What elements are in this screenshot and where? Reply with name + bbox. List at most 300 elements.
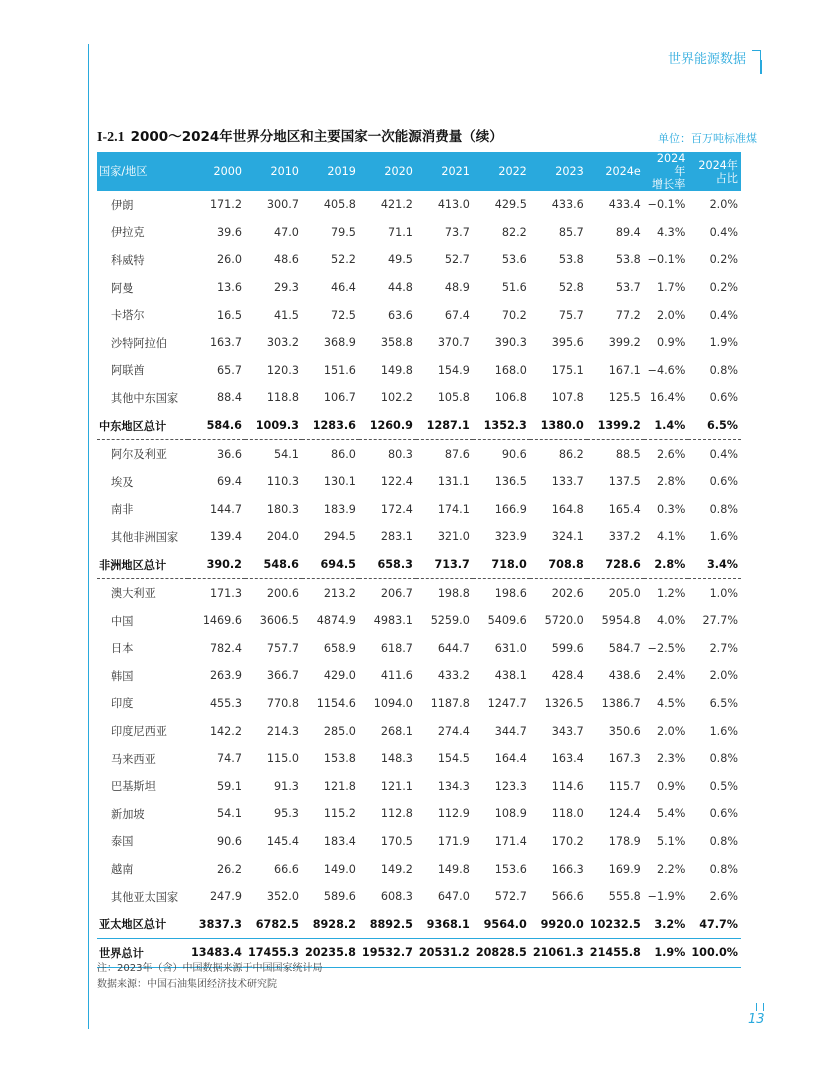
value-cell: 9368.1 (426, 917, 470, 931)
table-row (97, 772, 741, 800)
value-cell: 13.6 (217, 281, 242, 295)
value-cell: 411.6 (380, 669, 413, 683)
value-cell: 136.5 (494, 475, 527, 489)
col-header-growth (644, 152, 689, 191)
value-cell: 370.7 (437, 336, 470, 350)
share-cell: 0.8% (709, 752, 738, 766)
value-cell: 757.7 (266, 641, 299, 655)
table-row (97, 191, 741, 219)
value-cell: 438.1 (494, 669, 527, 683)
header-vertical-rule (760, 60, 762, 74)
value-cell: 728.6 (587, 551, 644, 579)
value-cell: 1260.9 (359, 412, 416, 440)
value-cell: 3606.5 (259, 614, 299, 628)
value-cell: 137.5 (608, 475, 641, 489)
value-cell: 283.1 (380, 530, 413, 544)
value-cell: 198.6 (494, 586, 527, 600)
left-margin-rule (88, 44, 89, 1029)
value-cell: 142.2 (209, 724, 242, 738)
table-row (97, 828, 741, 856)
value-cell: 112.8 (380, 807, 413, 821)
table-number: I-2.1 (97, 130, 125, 145)
value-cell: 71.1 (387, 225, 413, 239)
row-label: 中国 (111, 614, 134, 628)
share-cell: 0.4% (709, 447, 738, 461)
share-cell: 1.9% (709, 336, 738, 350)
value-cell: 168.0 (494, 363, 527, 377)
row-label: 伊朗 (111, 198, 134, 212)
value-cell: 164.4 (494, 752, 527, 766)
value-cell: 166.3 (551, 862, 584, 876)
growth-cell: 2.0% (656, 724, 686, 738)
value-cell: 399.2 (608, 336, 641, 350)
row-label: 其他非洲国家 (111, 530, 179, 544)
table-row (97, 579, 741, 607)
share-cell: 0.8% (709, 502, 738, 516)
unit-label: 单位：百万吨标准煤 (658, 132, 757, 145)
value-cell: 352.0 (266, 890, 299, 904)
value-cell: 274.4 (437, 724, 470, 738)
value-cell: 80.3 (387, 447, 413, 461)
share-cell: 0.4% (709, 308, 738, 322)
value-cell: 70.2 (501, 308, 527, 322)
table-row (97, 301, 741, 329)
share-cell: 0.8% (709, 862, 738, 876)
value-cell: 200.6 (266, 586, 299, 600)
value-cell: 120.3 (266, 363, 299, 377)
section-title: 世界能源数据 (667, 52, 746, 67)
value-cell: 343.7 (551, 724, 584, 738)
col-header-country: 国家/地区 (97, 152, 188, 191)
value-cell: 1386.7 (601, 696, 641, 710)
subtotal-row (97, 910, 741, 938)
col-header-year: 2021 (416, 152, 473, 191)
table-row (97, 607, 741, 635)
value-cell: 149.0 (323, 862, 356, 876)
value-cell: 4983.1 (373, 614, 413, 628)
value-cell: 555.8 (608, 890, 641, 904)
row-label: 阿尔及利亚 (111, 448, 167, 462)
share-cell: 6.5% (709, 696, 738, 710)
growth-cell: 2.8% (656, 475, 686, 489)
share-cell: 27.7% (702, 614, 738, 628)
notes (97, 961, 322, 993)
value-cell: 134.3 (437, 779, 470, 793)
value-cell: 114.6 (551, 779, 584, 793)
value-cell: 247.9 (209, 890, 242, 904)
value-cell: 358.8 (380, 336, 413, 350)
value-cell: 405.8 (323, 198, 356, 212)
table-row (97, 384, 741, 412)
value-cell: 149.8 (437, 862, 470, 876)
col-header-share (688, 152, 741, 191)
value-cell: 130.1 (323, 475, 356, 489)
subtotal-row (97, 412, 741, 440)
growth-cell: −1.9% (647, 890, 686, 904)
growth-cell: 1.2% (656, 586, 686, 600)
value-cell: 770.8 (266, 696, 299, 710)
growth-cell: 1.7% (656, 281, 686, 295)
col-header-year: 2024e (587, 152, 644, 191)
table-row (97, 246, 741, 274)
value-cell: 213.2 (323, 586, 356, 600)
value-cell: 65.7 (217, 363, 242, 377)
growth-cell: 2.4% (656, 669, 686, 683)
row-label: 其他中东国家 (111, 391, 179, 405)
value-cell: 644.7 (437, 641, 470, 655)
value-cell: 79.5 (330, 225, 356, 239)
value-cell: 118.0 (551, 807, 584, 821)
value-cell: 153.8 (323, 752, 356, 766)
value-cell: 59.1 (217, 779, 242, 793)
value-cell: 170.2 (551, 834, 584, 848)
value-cell: 1154.6 (316, 696, 356, 710)
value-cell: 163.7 (209, 336, 242, 350)
value-cell: 17455.3 (245, 939, 302, 968)
value-cell: 106.8 (494, 391, 527, 405)
value-cell: 285.0 (323, 724, 356, 738)
value-cell: 323.9 (494, 530, 527, 544)
table-row (97, 717, 741, 745)
row-label: 阿曼 (111, 281, 134, 295)
value-cell: 75.7 (558, 308, 584, 322)
value-cell: 303.2 (266, 336, 299, 350)
value-cell: 165.4 (608, 502, 641, 516)
value-cell: 206.7 (380, 586, 413, 600)
growth-cell: 0.9% (656, 336, 686, 350)
table-title (97, 125, 503, 146)
value-cell: 5259.0 (430, 614, 470, 628)
value-cell: 214.3 (266, 724, 299, 738)
value-cell: 133.7 (551, 475, 584, 489)
growth-cell: 4.3% (656, 225, 686, 239)
value-cell: 3837.3 (198, 917, 242, 931)
value-cell: 1326.5 (544, 696, 584, 710)
value-cell: 350.6 (608, 724, 641, 738)
share-cell: 0.6% (709, 391, 738, 405)
value-cell: 46.4 (330, 281, 356, 295)
table-row (97, 855, 741, 883)
value-cell: 718.0 (473, 551, 530, 579)
value-cell: 95.3 (274, 807, 299, 821)
value-cell: 294.5 (323, 530, 356, 544)
value-cell: 172.4 (380, 502, 413, 516)
share-cell: 1.6% (709, 530, 738, 544)
value-cell: 91.3 (274, 779, 299, 793)
value-cell: 21455.8 (587, 939, 644, 968)
value-cell: 599.6 (551, 641, 584, 655)
value-cell: 151.6 (323, 363, 356, 377)
value-cell: 49.5 (387, 253, 413, 267)
value-cell: 169.9 (608, 862, 641, 876)
value-cell: 433.6 (551, 198, 584, 212)
note-line: 注：2023年（含）中国数据来源于中国国家统计局 (97, 963, 323, 974)
value-cell: 105.8 (437, 391, 470, 405)
table-body (97, 191, 741, 967)
col-header-share-line1: 2024年 (698, 158, 738, 172)
value-cell: 54.1 (274, 447, 299, 461)
value-cell: 4874.9 (316, 614, 356, 628)
table-row (97, 635, 741, 663)
value-cell: 413.0 (437, 198, 470, 212)
value-cell: 52.7 (444, 253, 470, 267)
table-title-text: 2000～2024年世界分地区和主要国家一次能源消费量（续） (130, 129, 503, 145)
value-cell: 124.4 (608, 807, 641, 821)
row-label: 马来西亚 (111, 752, 156, 766)
col-header-year: 2022 (473, 152, 530, 191)
col-header-year: 2010 (245, 152, 302, 191)
row-label: 澳大利亚 (111, 587, 156, 601)
value-cell: 87.6 (444, 447, 470, 461)
value-cell: 390.2 (188, 551, 245, 579)
value-cell: 5409.6 (487, 614, 527, 628)
value-cell: 321.0 (437, 530, 470, 544)
value-cell: 112.9 (437, 807, 470, 821)
value-cell: 608.3 (380, 890, 413, 904)
growth-cell: −2.5% (647, 641, 686, 655)
value-cell: 390.3 (494, 336, 527, 350)
table-row (97, 440, 741, 468)
value-cell: 713.7 (416, 551, 473, 579)
row-label: 卡塔尔 (111, 309, 145, 323)
value-cell: 36.6 (217, 447, 242, 461)
value-cell: 566.6 (551, 890, 584, 904)
value-cell: 107.8 (551, 391, 584, 405)
value-cell: 90.6 (501, 447, 527, 461)
value-cell: 6782.5 (255, 917, 299, 931)
value-cell: 67.4 (444, 308, 470, 322)
share-cell: 2.0% (709, 669, 738, 683)
share-cell: 0.6% (709, 475, 738, 489)
row-label: 科威特 (111, 253, 145, 267)
row-label: 韩国 (111, 669, 134, 683)
share-cell: 2.7% (709, 641, 738, 655)
value-cell: 90.6 (217, 834, 242, 848)
value-cell: 202.6 (551, 586, 584, 600)
value-cell: 153.6 (494, 862, 527, 876)
value-cell: 26.0 (217, 253, 242, 267)
table-row (97, 468, 741, 496)
table-row (97, 219, 741, 247)
value-cell: 204.0 (266, 530, 299, 544)
value-cell: 63.6 (387, 308, 413, 322)
share-cell: 0.4% (709, 225, 738, 239)
value-cell: 167.3 (608, 752, 641, 766)
value-cell: 53.8 (615, 253, 641, 267)
share-cell: 6.5% (688, 412, 741, 440)
value-cell: 438.6 (608, 669, 641, 683)
value-cell: 131.1 (437, 475, 470, 489)
value-cell: 144.7 (209, 502, 242, 516)
growth-cell: 3.2% (654, 917, 686, 931)
row-label: 印度尼西亚 (111, 725, 167, 739)
value-cell: 115.2 (323, 807, 356, 821)
value-cell: 584.7 (608, 641, 641, 655)
table-row (97, 496, 741, 524)
value-cell: 198.8 (437, 586, 470, 600)
value-cell: 44.8 (387, 281, 413, 295)
value-cell: 16.5 (217, 308, 242, 322)
growth-cell: −4.6% (647, 363, 686, 377)
value-cell: 433.2 (437, 669, 470, 683)
value-cell: 1287.1 (416, 412, 473, 440)
value-cell: 429.0 (323, 669, 356, 683)
value-cell: 9920.0 (540, 917, 584, 931)
value-cell: 171.9 (437, 834, 470, 848)
value-cell: 89.4 (615, 225, 641, 239)
row-label: 伊拉克 (111, 226, 145, 240)
value-cell: 366.7 (266, 669, 299, 683)
growth-cell: 0.3% (656, 502, 686, 516)
value-cell: 20828.5 (473, 939, 530, 968)
value-cell: 85.7 (558, 225, 584, 239)
value-cell: 618.7 (380, 641, 413, 655)
growth-cell: 2.0% (656, 308, 686, 322)
value-cell: 10232.5 (589, 917, 641, 931)
growth-cell: 1.9% (644, 939, 689, 968)
value-cell: 455.3 (209, 696, 242, 710)
row-label: 南非 (111, 503, 134, 517)
subtotal-row (97, 551, 741, 579)
value-cell: 344.7 (494, 724, 527, 738)
share-cell: 0.8% (709, 834, 738, 848)
table-row (97, 662, 741, 690)
page-number: 13 (748, 1012, 765, 1027)
value-cell: 782.4 (209, 641, 242, 655)
share-cell: 0.2% (709, 281, 738, 295)
col-header-year: 2019 (302, 152, 359, 191)
value-cell: 548.6 (245, 551, 302, 579)
value-cell: 108.9 (494, 807, 527, 821)
value-cell: 183.4 (323, 834, 356, 848)
value-cell: 106.7 (323, 391, 356, 405)
value-cell: 149.2 (380, 862, 413, 876)
value-cell: 86.2 (558, 447, 584, 461)
growth-cell: −0.1% (647, 253, 686, 267)
value-cell: 171.4 (494, 834, 527, 848)
col-header-year: 2020 (359, 152, 416, 191)
row-label: 中东地区总计 (97, 412, 188, 440)
value-cell: 1283.6 (302, 412, 359, 440)
row-label: 世界总计 (97, 939, 188, 968)
energy-consumption-table (97, 152, 741, 968)
value-cell: 51.6 (501, 281, 527, 295)
value-cell: 118.8 (266, 391, 299, 405)
value-cell: 41.5 (274, 308, 299, 322)
value-cell: 1009.3 (245, 412, 302, 440)
table-row (97, 745, 741, 773)
value-cell: 163.4 (551, 752, 584, 766)
value-cell: 53.8 (558, 253, 584, 267)
share-cell: 2.6% (709, 890, 738, 904)
value-cell: 178.9 (608, 834, 641, 848)
value-cell: 110.3 (266, 475, 299, 489)
value-cell: 395.6 (551, 336, 584, 350)
share-cell: 2.0% (709, 198, 738, 212)
value-cell: 205.0 (608, 586, 641, 600)
share-cell: 3.4% (688, 551, 741, 579)
row-label: 巴基斯坦 (111, 780, 156, 794)
value-cell: 324.1 (551, 530, 584, 544)
table-row (97, 523, 741, 551)
value-cell: 149.8 (380, 363, 413, 377)
value-cell: 164.8 (551, 502, 584, 516)
value-cell: 166.9 (494, 502, 527, 516)
value-cell: 154.9 (437, 363, 470, 377)
value-cell: 300.7 (266, 198, 299, 212)
row-label: 阿联酋 (111, 364, 145, 378)
value-cell: 73.7 (444, 225, 470, 239)
share-cell: 0.6% (709, 807, 738, 821)
value-cell: 1247.7 (487, 696, 527, 710)
share-cell: 47.7% (699, 917, 738, 931)
share-cell: 0.8% (709, 363, 738, 377)
value-cell: 433.4 (608, 198, 641, 212)
col-header-share-line2: 占比 (715, 171, 738, 185)
value-cell: 658.3 (359, 551, 416, 579)
value-cell: 631.0 (494, 641, 527, 655)
value-cell: 26.2 (217, 862, 242, 876)
value-cell: 86.0 (330, 447, 356, 461)
value-cell: 429.5 (494, 198, 527, 212)
value-cell: 171.2 (209, 198, 242, 212)
growth-cell: 0.9% (656, 779, 686, 793)
value-cell: 66.6 (274, 862, 299, 876)
value-cell: 1187.8 (430, 696, 470, 710)
value-cell: 54.1 (217, 807, 242, 821)
growth-cell: 1.4% (644, 412, 689, 440)
value-cell: 123.3 (494, 779, 527, 793)
row-label: 其他亚太国家 (111, 890, 179, 904)
value-cell: 74.7 (217, 752, 242, 766)
value-cell: 584.6 (188, 412, 245, 440)
table-row (97, 274, 741, 302)
value-cell: 658.9 (323, 641, 356, 655)
table-row (97, 329, 741, 357)
value-cell: 171.3 (209, 586, 242, 600)
value-cell: 694.5 (302, 551, 359, 579)
share-cell: 1.6% (709, 724, 738, 738)
value-cell: 268.1 (380, 724, 413, 738)
value-cell: 20531.2 (416, 939, 473, 968)
value-cell: 1094.0 (373, 696, 413, 710)
value-cell: 421.2 (380, 198, 413, 212)
growth-cell: −0.1% (647, 198, 686, 212)
value-cell: 647.0 (437, 890, 470, 904)
growth-cell: 5.4% (656, 807, 686, 821)
row-label: 泰国 (111, 835, 134, 849)
growth-cell: 2.2% (656, 862, 686, 876)
value-cell: 47.0 (274, 225, 299, 239)
row-label: 日本 (111, 642, 134, 656)
value-cell: 102.2 (380, 391, 413, 405)
value-cell: 1469.6 (202, 614, 242, 628)
value-cell: 589.6 (323, 890, 356, 904)
value-cell: 170.5 (380, 834, 413, 848)
value-cell: 29.3 (274, 281, 299, 295)
value-cell: 52.2 (330, 253, 356, 267)
value-cell: 121.1 (380, 779, 413, 793)
growth-cell: 5.1% (656, 834, 686, 848)
value-cell: 148.3 (380, 752, 413, 766)
value-cell: 180.3 (266, 502, 299, 516)
value-cell: 53.7 (615, 281, 641, 295)
value-cell: 88.4 (217, 391, 242, 405)
growth-cell: 4.1% (656, 530, 686, 544)
growth-cell: 16.4% (649, 391, 686, 405)
growth-cell: 2.6% (656, 447, 686, 461)
value-cell: 48.9 (444, 281, 470, 295)
